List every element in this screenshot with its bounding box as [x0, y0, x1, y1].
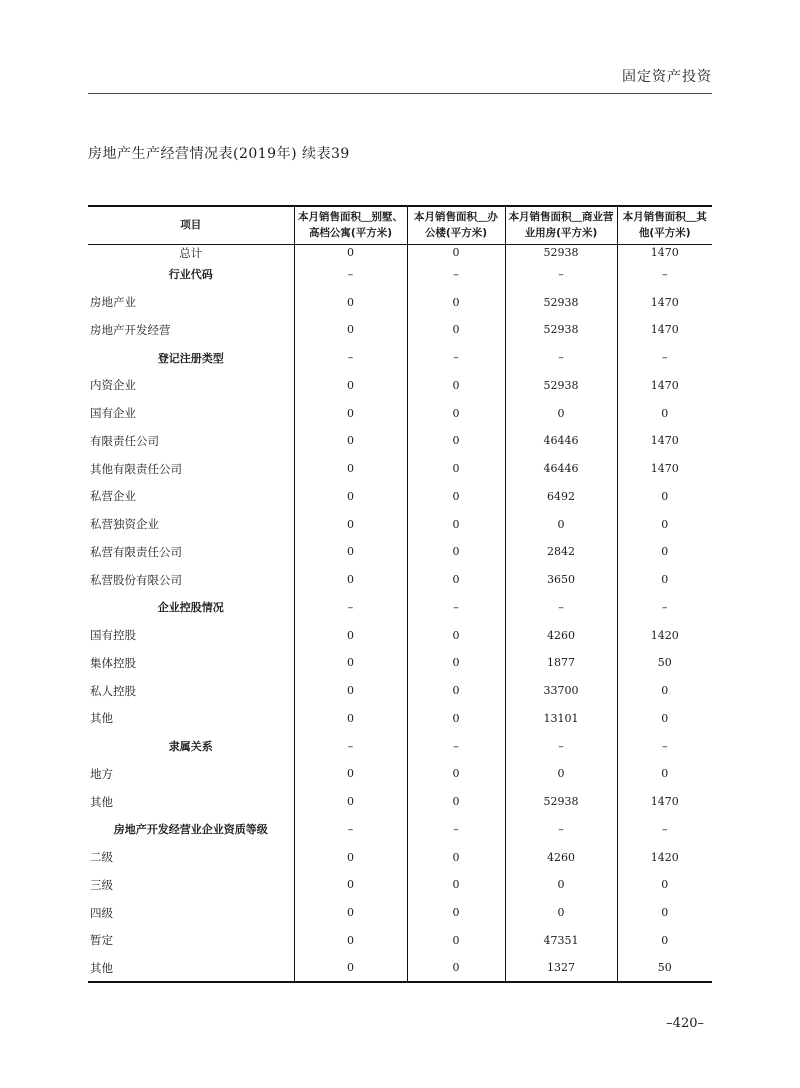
cell-villa: 0	[294, 566, 407, 594]
cell-other: 1420	[617, 621, 712, 649]
cell-commercial: 1327	[505, 954, 617, 982]
section-label: 固定资产投资	[622, 69, 712, 85]
cell-villa: 0	[294, 538, 407, 566]
row-label: 总计	[179, 245, 203, 260]
table-header-row	[88, 206, 712, 244]
cell-villa: –	[294, 594, 407, 622]
cell-other: 1470	[617, 788, 712, 816]
column-header-villa: 本月销售面积＿别墅、高档公寓(平方米)	[294, 206, 407, 244]
cell-villa: 0	[294, 843, 407, 871]
cell-office: 0	[407, 705, 505, 733]
row-label: 四级	[90, 905, 113, 920]
cell-villa: 0	[294, 483, 407, 511]
cell-villa: 0	[294, 899, 407, 927]
row-label: 行业代码	[168, 268, 213, 282]
cell-office: 0	[407, 927, 505, 955]
row-label: 其他有限责任公司	[90, 461, 182, 476]
table-row	[88, 288, 712, 316]
row-label: 其他	[88, 954, 294, 982]
cell-commercial: 46446	[505, 427, 617, 455]
cell-villa: 0	[294, 871, 407, 899]
column-header-other: 本月销售面积＿其他(平方米)	[617, 206, 712, 244]
cell-other: 1470	[617, 288, 712, 316]
row-label: 暂定	[90, 933, 113, 948]
row-label: 登记注册类型	[157, 351, 224, 365]
column-header-commercial: 本月销售面积＿商业营业用房(平方米)	[505, 206, 617, 244]
cell-office: –	[407, 344, 505, 372]
row-label: 私营独资企业	[90, 517, 159, 532]
row-label: 企业控股情况	[157, 601, 224, 615]
cell-other: 0	[617, 871, 712, 899]
cell-commercial: –	[505, 261, 617, 289]
row-label: 地方	[90, 766, 113, 781]
table-row	[88, 899, 712, 927]
cell-commercial: 52938	[505, 372, 617, 400]
cell-commercial: 0	[505, 399, 617, 427]
row-label: 隶属关系	[168, 740, 213, 754]
cell-commercial: –	[505, 816, 617, 844]
cell-office: 0	[407, 649, 505, 677]
row-label: 集体控股	[90, 655, 136, 670]
cell-commercial: 13101	[505, 705, 617, 733]
cell-other: 1470	[617, 372, 712, 400]
cell-office: 0	[407, 427, 505, 455]
table-row	[88, 677, 712, 705]
row-label: 房地产业	[90, 295, 136, 310]
cell-villa: 0	[294, 399, 407, 427]
cell-commercial: 0	[505, 510, 617, 538]
cell-other: 50	[617, 649, 712, 677]
cell-other: 0	[617, 677, 712, 705]
cell-other: –	[617, 261, 712, 289]
cell-villa: 0	[294, 288, 407, 316]
row-label: 房地产开发经营	[90, 322, 171, 337]
page-number: –420–	[666, 1016, 704, 1031]
cell-office: 0	[407, 399, 505, 427]
cell-other: 0	[617, 927, 712, 955]
table-row	[88, 510, 712, 538]
row-label: 国有控股	[90, 628, 136, 643]
cell-office: 0	[407, 316, 505, 344]
cell-villa: 0	[294, 510, 407, 538]
cell-villa: 0	[294, 621, 407, 649]
sales-area-table	[88, 205, 712, 983]
cell-commercial: 0	[505, 871, 617, 899]
column-header-item: 项目	[88, 206, 294, 244]
cell-commercial: 1877	[505, 649, 617, 677]
table-category-row	[88, 816, 712, 844]
cell-commercial: 52938	[505, 788, 617, 816]
table-row	[88, 843, 712, 871]
row-label: 内资企业	[90, 378, 136, 393]
cell-villa: 0	[294, 677, 407, 705]
cell-villa: 0	[294, 705, 407, 733]
cell-other: 1470	[617, 455, 712, 483]
cell-commercial: 46446	[505, 455, 617, 483]
cell-commercial: 52938	[505, 316, 617, 344]
table-category-row	[88, 732, 712, 760]
cell-office: 0	[407, 510, 505, 538]
cell-commercial: 3650	[505, 566, 617, 594]
table-row	[88, 649, 712, 677]
cell-office: 0	[407, 954, 505, 982]
cell-other: 0	[617, 483, 712, 511]
cell-office: 0	[407, 760, 505, 788]
table-row	[88, 760, 712, 788]
table-row	[88, 483, 712, 511]
cell-commercial: 52938	[505, 288, 617, 316]
cell-office: 0	[407, 372, 505, 400]
table-row	[88, 372, 712, 400]
cell-office: 0	[407, 566, 505, 594]
cell-office: –	[407, 261, 505, 289]
cell-villa: 0	[294, 927, 407, 955]
cell-other: –	[617, 816, 712, 844]
table-row	[88, 788, 712, 816]
table-row	[88, 427, 712, 455]
cell-commercial: –	[505, 732, 617, 760]
cell-other: 1420	[617, 843, 712, 871]
cell-office: 0	[407, 455, 505, 483]
cell-other: 0	[617, 760, 712, 788]
cell-villa: 0	[294, 954, 407, 982]
cell-office: 0	[407, 843, 505, 871]
row-label: 三级	[90, 877, 113, 892]
cell-office: 0	[407, 288, 505, 316]
row-label: 私营有限责任公司	[90, 544, 182, 559]
cell-other: 0	[617, 566, 712, 594]
table-row	[88, 621, 712, 649]
cell-other: –	[617, 594, 712, 622]
data-table-container	[88, 205, 712, 983]
cell-other: 0	[617, 705, 712, 733]
cell-commercial: 52938	[505, 244, 617, 261]
cell-villa: 0	[294, 760, 407, 788]
table-row	[88, 244, 712, 261]
cell-villa: 0	[294, 316, 407, 344]
cell-commercial: 33700	[505, 677, 617, 705]
row-label: 私人控股	[90, 683, 136, 698]
cell-office: 0	[407, 788, 505, 816]
cell-villa: 0	[294, 244, 407, 261]
cell-office: 0	[407, 871, 505, 899]
cell-office: –	[407, 816, 505, 844]
cell-commercial: 47351	[505, 927, 617, 955]
table-row	[88, 705, 712, 733]
cell-villa: 0	[294, 427, 407, 455]
cell-villa: –	[294, 816, 407, 844]
row-label: 二级	[90, 850, 113, 865]
row-label: 国有企业	[90, 406, 136, 421]
cell-commercial: 0	[505, 760, 617, 788]
cell-villa: 0	[294, 372, 407, 400]
table-row	[88, 399, 712, 427]
cell-villa: 0	[294, 649, 407, 677]
table-row	[88, 538, 712, 566]
cell-commercial: –	[505, 344, 617, 372]
cell-other: 0	[617, 899, 712, 927]
table-row	[88, 954, 712, 982]
cell-office: 0	[407, 677, 505, 705]
table-row	[88, 316, 712, 344]
cell-other: 50	[617, 954, 712, 982]
cell-commercial: 6492	[505, 483, 617, 511]
table-body	[88, 244, 712, 982]
row-label: 其他	[90, 794, 113, 809]
cell-commercial: –	[505, 594, 617, 622]
cell-office: –	[407, 594, 505, 622]
row-label: 私营企业	[90, 489, 136, 504]
cell-other: 1470	[617, 316, 712, 344]
cell-other: –	[617, 732, 712, 760]
cell-office: 0	[407, 621, 505, 649]
cell-other: 0	[617, 538, 712, 566]
cell-villa: 0	[294, 788, 407, 816]
table-row	[88, 927, 712, 955]
row-label: 房地产开发经营业企业资质等级	[113, 823, 268, 837]
cell-villa: –	[294, 732, 407, 760]
row-label: 其他	[90, 711, 113, 726]
column-header-office: 本月销售面积＿办公楼(平方米)	[407, 206, 505, 244]
cell-commercial: 4260	[505, 621, 617, 649]
cell-villa: 0	[294, 455, 407, 483]
table-category-row	[88, 261, 712, 289]
table-row	[88, 566, 712, 594]
table-caption: 房地产生产经营情况表(2019年) 续表39	[88, 146, 350, 162]
cell-other: 1470	[617, 244, 712, 261]
cell-other: 0	[617, 510, 712, 538]
table-category-row	[88, 594, 712, 622]
cell-office: 0	[407, 483, 505, 511]
cell-office: –	[407, 732, 505, 760]
cell-other: 0	[617, 399, 712, 427]
cell-other: –	[617, 344, 712, 372]
table-category-row	[88, 344, 712, 372]
header-divider	[88, 93, 712, 94]
row-label: 有限责任公司	[90, 433, 159, 448]
cell-commercial: 2842	[505, 538, 617, 566]
cell-other: 1470	[617, 427, 712, 455]
cell-office: 0	[407, 538, 505, 566]
cell-villa: –	[294, 344, 407, 372]
cell-commercial: 0	[505, 899, 617, 927]
cell-villa: –	[294, 261, 407, 289]
cell-office: 0	[407, 244, 505, 261]
row-label: 私营股份有限公司	[90, 572, 182, 587]
table-row	[88, 871, 712, 899]
table-row	[88, 455, 712, 483]
cell-commercial: 4260	[505, 843, 617, 871]
cell-office: 0	[407, 899, 505, 927]
